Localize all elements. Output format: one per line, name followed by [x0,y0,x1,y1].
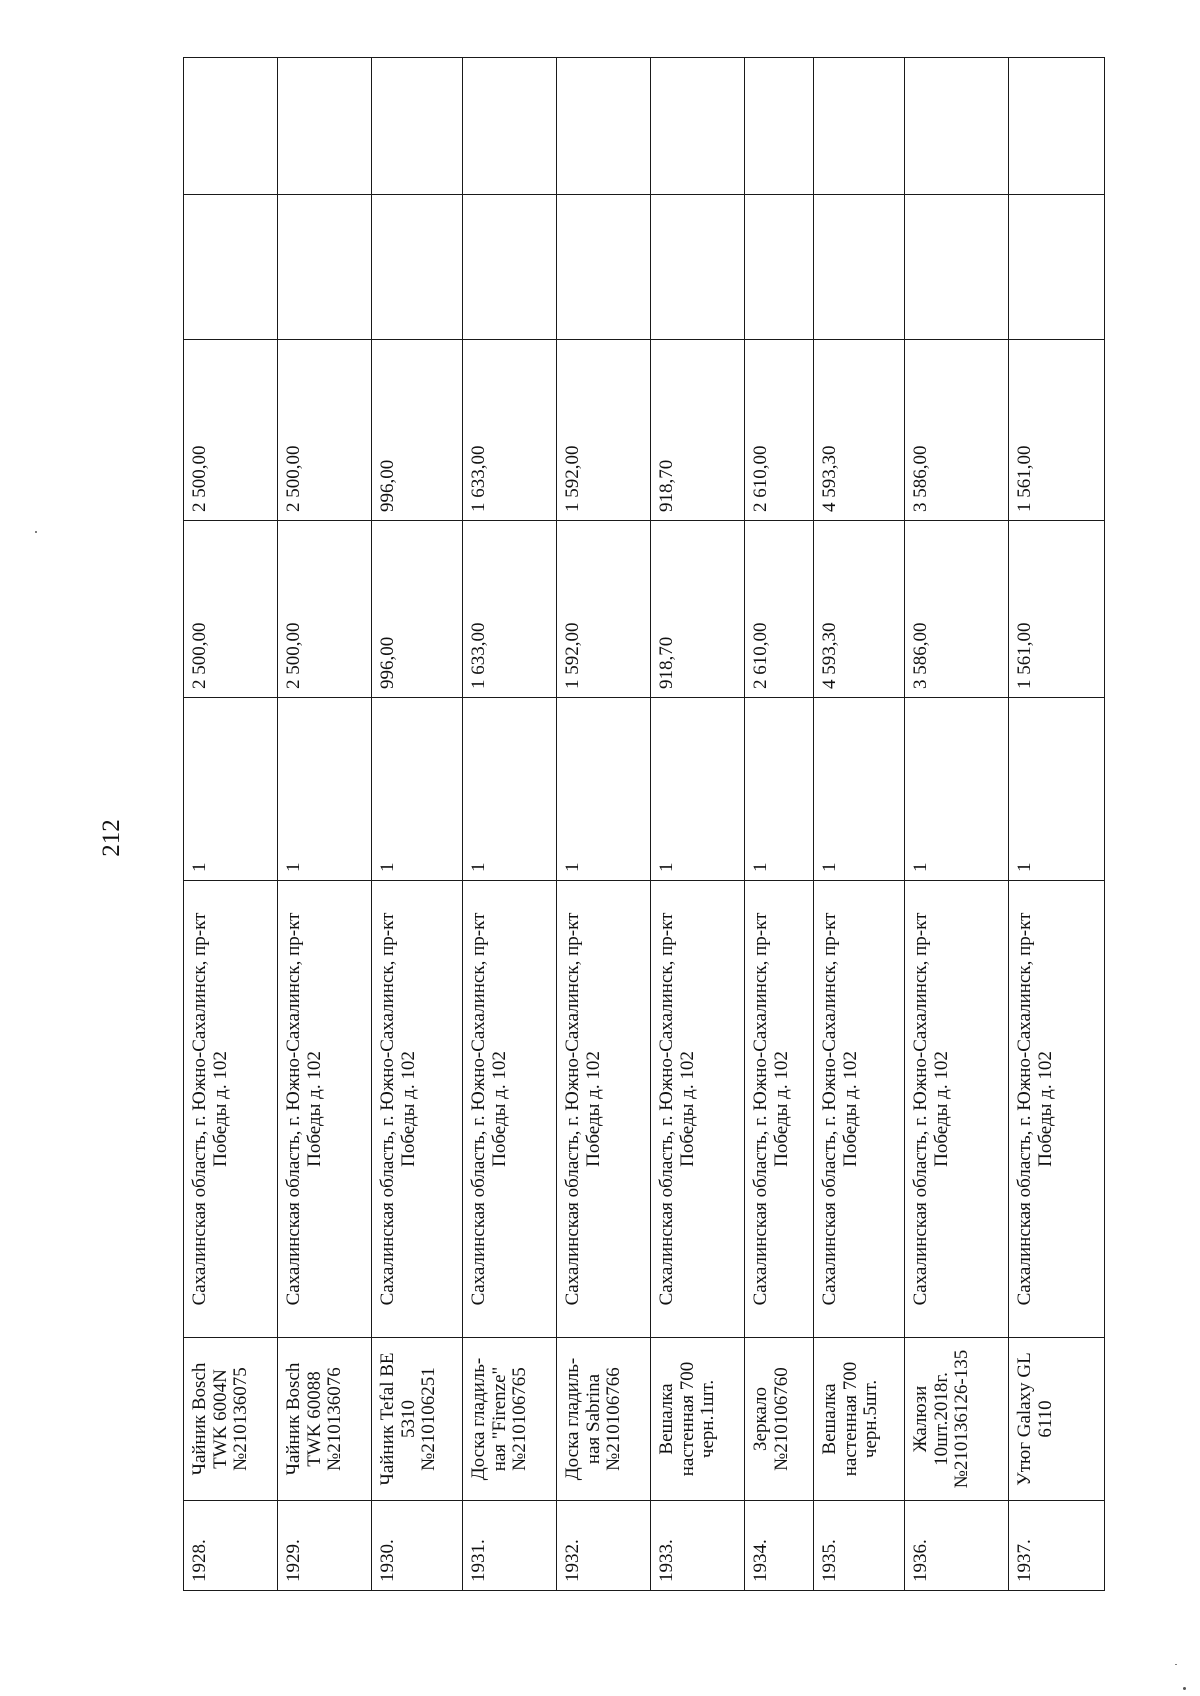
empty-cell [278,195,372,340]
table-row [1009,58,1105,1591]
item-sum: 1 561,00 [1009,340,1105,521]
item-price: 918,70 [651,521,745,698]
row-number: 1930. [372,1501,463,1591]
empty-cell [278,58,372,195]
item-address: Сахалинская область, г. Южно-Сахалинск, пр-кт Победы д. 102 [278,881,372,1338]
table-row [814,58,905,1591]
row-number: 1933. [651,1501,745,1591]
item-sum: 3 586,00 [905,340,1009,521]
row-number: 1931. [463,1501,557,1591]
inventory-table [183,57,1105,1591]
item-quantity: 1 [651,698,745,881]
item-price: 1 633,00 [463,521,557,698]
empty-cell [814,195,905,340]
item-name: Доска гладиль-ная Sabrina №210106766 [557,1338,651,1501]
empty-cell [745,58,814,195]
table-row [745,58,814,1591]
row-number: 1934. [745,1501,814,1591]
scan-speck [1175,1664,1177,1665]
item-name: Вешалка настенная 700 черн.1шт. [651,1338,745,1501]
empty-cell [1009,58,1105,195]
item-price: 2 610,00 [745,521,814,698]
item-quantity: 1 [745,698,814,881]
item-address: Сахалинская область, г. Южно-Сахалинск, пр-кт Победы д. 102 [651,881,745,1338]
item-address: Сахалинская область, г. Южно-Сахалинск, пр-кт Победы д. 102 [745,881,814,1338]
empty-cell [463,195,557,340]
item-price: 3 586,00 [905,521,1009,698]
empty-cell [651,195,745,340]
item-sum: 996,00 [372,340,463,521]
item-address: Сахалинская область, г. Южно-Сахалинск, пр-кт Победы д. 102 [184,881,278,1338]
item-quantity: 1 [814,698,905,881]
item-name: Вешалка настенная 700 черн.5шт. [814,1338,905,1501]
item-price: 4 593,30 [814,521,905,698]
table-row [905,58,1009,1591]
row-number: 1937. [1009,1501,1105,1591]
empty-cell [372,58,463,195]
item-price: 2 500,00 [278,521,372,698]
scan-speck [1183,1687,1186,1690]
empty-cell [184,58,278,195]
table-row [557,58,651,1591]
item-name: Утюг Galaxy GL 6110 [1009,1338,1105,1501]
item-address: Сахалинская область, г. Южно-Сахалинск, пр-кт Победы д. 102 [463,881,557,1338]
table-row [184,58,278,1591]
empty-cell [557,58,651,195]
empty-cell [463,58,557,195]
item-sum: 918,70 [651,340,745,521]
row-number: 1936. [905,1501,1009,1591]
item-sum: 2 500,00 [278,340,372,521]
item-name: Доска гладиль-ная "Firenze" №210106765 [463,1338,557,1501]
item-sum: 1 592,00 [557,340,651,521]
table-row [278,58,372,1591]
row-number: 1935. [814,1501,905,1591]
item-address: Сахалинская область, г. Южно-Сахалинск, пр-кт Победы д. 102 [905,881,1009,1338]
item-name: Чайник Bosch TWK 6004N №210136075 [184,1338,278,1501]
item-price: 996,00 [372,521,463,698]
item-quantity: 1 [184,698,278,881]
item-sum: 4 593,30 [814,340,905,521]
item-address: Сахалинская область, г. Южно-Сахалинск, пр-кт Победы д. 102 [557,881,651,1338]
item-quantity: 1 [557,698,651,881]
item-name: Чайник Tefal BE 5310 №210106251 [372,1338,463,1501]
empty-cell [184,195,278,340]
empty-cell [651,58,745,195]
row-number: 1929. [278,1501,372,1591]
empty-cell [557,195,651,340]
item-address: Сахалинская область, г. Южно-Сахалинск, пр-кт Победы д. 102 [814,881,905,1338]
item-quantity: 1 [905,698,1009,881]
scan-speck [35,531,37,533]
empty-cell [905,195,1009,340]
item-price: 2 500,00 [184,521,278,698]
empty-cell [905,58,1009,195]
item-name: Чайник Bosch TWK 60088 №210136076 [278,1338,372,1501]
table-row [463,58,557,1591]
item-quantity: 1 [278,698,372,881]
item-quantity: 1 [463,698,557,881]
row-number: 1932. [557,1501,651,1591]
page-number-text: 212 [98,819,125,857]
inventory-table-rotated [183,58,1104,1591]
empty-cell [745,195,814,340]
item-quantity: 1 [372,698,463,881]
item-price: 1 592,00 [557,521,651,698]
row-number: 1928. [184,1501,278,1591]
empty-cell [814,58,905,195]
item-sum: 2 610,00 [745,340,814,521]
empty-cell [372,195,463,340]
table-row [651,58,745,1591]
item-address: Сахалинская область, г. Южно-Сахалинск, пр-кт Победы д. 102 [1009,881,1105,1338]
item-price: 1 561,00 [1009,521,1105,698]
item-name: Жалюзи 10шт.2018г.№210136126-135 [905,1338,1009,1501]
item-address: Сахалинская область, г. Южно-Сахалинск, пр-кт Победы д. 102 [372,881,463,1338]
item-quantity: 1 [1009,698,1105,881]
item-sum: 2 500,00 [184,340,278,521]
item-sum: 1 633,00 [463,340,557,521]
table-row [372,58,463,1591]
empty-cell [1009,195,1105,340]
item-name: Зеркало №210106760 [745,1338,814,1501]
